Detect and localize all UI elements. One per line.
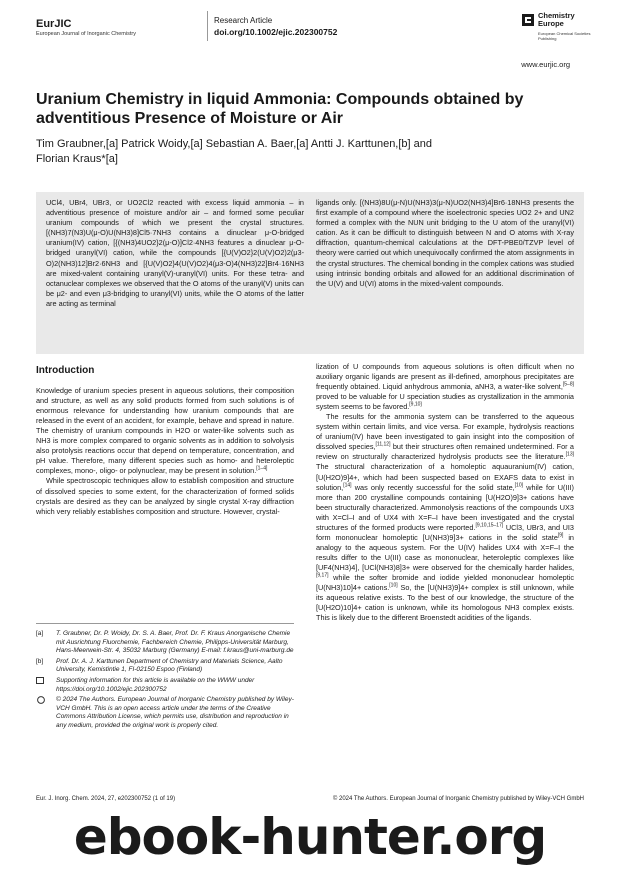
footer-citation: Eur. J. Inorg. Chem. 2024, 27, e202300752 (1 of 19) xyxy=(36,796,176,802)
para-text: while the softer bromide and iodide yielded mononuclear homoleptic [U(NH3)10]4+ cations. xyxy=(316,572,574,593)
supporting-info-icon xyxy=(36,677,56,694)
para-text: was only recently successful for the solid state, xyxy=(351,482,515,492)
affiliation-divider xyxy=(36,623,294,624)
affiliation-a xyxy=(36,630,294,656)
intro-p1-text: Knowledge of uranium species present in aqueous solutions, their composition and structure, as well as any solid products formed from such solutions is of enormous relevance for understanding how uranium compounds that are released in the event of an accident, for example, behave and spread in nature. The chemistry of uranium compounds in H2O or water-like solvents such as NH3 is more complex compared to organic solvents as in addition to solvolysis also protolysis reactions occur that depend on temperature, concentration, and pH value. Therefore, many different species such as homo- and heteroleptic complexes, mono-, oligo- or polynuclear, may be present in solution. xyxy=(36,386,294,476)
journal-abbrev: EurJIC xyxy=(36,18,72,30)
para-text: The results for the ammonia system can be transferred to the aqueous system within certain limits, and vice versa. For example, hydrolysis reactions of uranium(IV) have been investigated to gain insight into the composition of dissolved species, xyxy=(316,412,574,452)
article-title: Uranium Chemistry in liquid Ammonia: Compounds obtained by adventitious Presence of Moisture or Air xyxy=(36,91,524,127)
citation[interactable]: [9] xyxy=(557,532,564,539)
para-text: lization of U compounds from aqueous solutions is often difficult when no auxiliary organic ligands are present as ill-defined, amorphous precipitates are frequently obtained. Liquid anhydrous ammonia, aNH3, a water-like solvent, xyxy=(316,362,574,392)
supporting-info-text[interactable]: Supporting information for this article is available on the WWW under https://doi.org/10.1002/ejic.202300752 xyxy=(56,676,255,693)
intro-paragraph-continued xyxy=(316,362,574,412)
license-text: © 2024 The Authors. European Journal of Inorganic Chemistry published by Wiley-VCH GmbH. This is an open access article under the terms of the Creative Commons Attribution License, which permits use, distribution and reproduction in any medium, provided the original work is properly cited. xyxy=(56,696,294,729)
section-heading-introduction: Introduction xyxy=(36,365,95,376)
license-notice xyxy=(36,696,294,730)
publisher-subtitle: European Chemical Societies Publishing xyxy=(538,31,591,41)
publisher-name: Chemistry Europe xyxy=(538,11,575,28)
open-access-icon xyxy=(36,696,56,730)
intro-paragraph-3 xyxy=(316,412,574,623)
para-text: proved to be valuable for U speciation studies as crystallization in the ammonia system seems to be favored. xyxy=(316,392,574,412)
para-text: So, the [U(NH3)9]4+ complex is still unknown, while its aqueous relative exists. To the best of our knowledge, the structure of the [U(H2O)10]4+ cation is unknown, while its homologous NH3 complex exists. This is likely due to the different Broenstedt acidities of the ligands. xyxy=(316,583,574,623)
abstract-right-column: ligands only. [(NH3)8U(μ-N)U(NH3)3(μ-N)UO2(NH3)4]Br6·18NH3 presents the first example of a compound where the isoelectronic species UO2 2+ and UN2 formed a complex with the NUN unit bridging to the U atom of the uranyl(VI) cation. As it can be difficult to distinguish between N and O atoms with X-ray diffraction, quantum-chemical calculations at the DFT-PBE0/TZVP level of theory were carried out which unequivocally confirmed the atom assignments in the crystal structures. The chemical bonding in the complex cations was studied using intrinsic bonding orbitals and allowed for an additional discrimination of the U(V) and U(VI) atoms in the mixed-valent compounds. xyxy=(316,198,574,288)
citation[interactable]: [1–4] xyxy=(256,466,268,472)
abstract-box xyxy=(36,192,584,354)
header-divider xyxy=(207,11,208,41)
affiliation-tag: [b] xyxy=(36,657,44,665)
affiliation-text: T. Graubner, Dr. P. Woidy, Dr. S. A. Baer, Prof. Dr. F. Kraus Anorganische Chemie mit Ausrichtung Fluorchemie, Fachbereich Chemie, Philipps-Universität Marburg, Hans-Meerwein-Str. 4, 35032 Marburg (Germany) E-mail: f.kraus@uni-marburg.de xyxy=(56,630,294,655)
citation[interactable]: [13] xyxy=(565,452,574,458)
citation[interactable]: [10] xyxy=(514,482,524,489)
citation[interactable]: [9,10] xyxy=(409,401,422,408)
watermark-text: ebook-hunter.org xyxy=(73,808,547,866)
doi-link[interactable]: doi.org/10.1002/ejic.202300752 xyxy=(214,27,338,37)
abstract-left-column: UCl4, UBr4, UBr3, or UO2Cl2 reacted with excess liquid ammonia – in adventitious presence of moisture and/or air – and formed some peculiar uranium compounds of which we present the crystal structures. [(NH3)7(N3)U(μ-O)U(NH3)8]Cl5·7NH3 contains a dinuclear μ-O-bridged uranium(IV) cation, [{(NH3)4UO2}2(μ-O)]Cl2·4NH3 features a dinuclear μ-O-bridged uranyl(VI) cation, while the compounds [{U(V)O2}2(U(V)O2)2(μ3-O)2(NH3)12]Br2·6NH3 and [{U(V)O2}4(U(V)O2)4(μ3-O)4(NH3)22]Br4·16NH3 are mixed-valent containing uranyl(V)-uranyl(VI) units. For these tetra- and octanuclear complexes we observed that the O atoms of the uranyl(V) units can be μ2- and even μ3-bridging to uranyl(VI) units, while the O atoms of the latter are acting as terminal xyxy=(46,198,304,308)
affiliation-text: Prof. Dr. A. J. Karttunen Department of Chemistry and Materials Science, Aalto University, Kemistintie 1, FI-02150 Espoo (Finland) xyxy=(56,657,283,674)
affiliation-b xyxy=(36,658,294,675)
article-type: Research Article xyxy=(214,16,273,25)
affiliations xyxy=(36,630,294,733)
supporting-info xyxy=(36,677,294,694)
body-left-column xyxy=(36,362,294,517)
citation[interactable]: [14] xyxy=(343,482,352,489)
citation[interactable]: [10] xyxy=(389,582,398,589)
citation[interactable]: [5–8] xyxy=(562,381,574,388)
para-text: while for U(III) more than 200 crystalline compounds containing [U(H2O)9]3+ cations have been structurally characterized. Ammonolysis reactions of the compounds UX3 with X=Cl–I and of UX4 with X=F–I have been investigated and the crystal structures of the formed products were reported. xyxy=(316,482,574,532)
author-list xyxy=(36,137,556,167)
page-header xyxy=(0,0,620,69)
para-text: in analogy to the aqueous system. For the U(IV) halides UX4 with X=F–I the results differ to the U(III) case as mononuclear, heteroleptic complexes like [UF4(NH3)4], [UCl(NH3)8]3+ were observed for the chemically harder halides, xyxy=(316,532,574,572)
body-right-column xyxy=(316,362,574,623)
author-line-2: Florian Kraus*[a] xyxy=(36,153,118,165)
para-text: but their structures often remained undetermined. For a review on structurally characterized hydrolysis products see the literature. xyxy=(316,442,574,462)
journal-url[interactable]: www.eurjic.org xyxy=(521,60,570,69)
para-text: The structural characterization of a homoleptic aquauranium(IV) cation, [U(H2O)9]4+, which had been suspected based on EXAFS data to exist in solution, xyxy=(316,462,574,492)
chemistry-europe-icon xyxy=(522,14,534,26)
para-text: UCl3, UBr3, and UI3 form mononuclear homoleptic [U(NH3)9]3+ cations in the solid state xyxy=(316,522,574,542)
intro-paragraph-1 xyxy=(36,386,294,476)
affiliation-tag: [a] xyxy=(36,630,44,637)
citation[interactable]: [9,17] xyxy=(316,572,329,579)
author-line-1: Tim Graubner,[a] Patrick Woidy,[a] Sebastian A. Baer,[a] Antti J. Karttunen,[b] and xyxy=(36,138,433,150)
footer-copyright: © 2024 The Authors. European Journal of Inorganic Chemistry published by Wiley-VCH GmbH xyxy=(332,796,584,802)
citation[interactable]: [11,12] xyxy=(375,441,391,448)
intro-paragraph-2: While spectroscopic techniques allow to establish composition and structure of dissolved species to some extent, for the characterization of formed solids crystals are desired as they can be analyzed by single crystal X-ray diffraction which very reliably establishes composition and structure. However, crystal- xyxy=(36,476,294,516)
journal-full-name: European Journal of Inorganic Chemistry xyxy=(36,31,136,37)
citation[interactable]: [9,10,15–17] xyxy=(475,522,504,529)
